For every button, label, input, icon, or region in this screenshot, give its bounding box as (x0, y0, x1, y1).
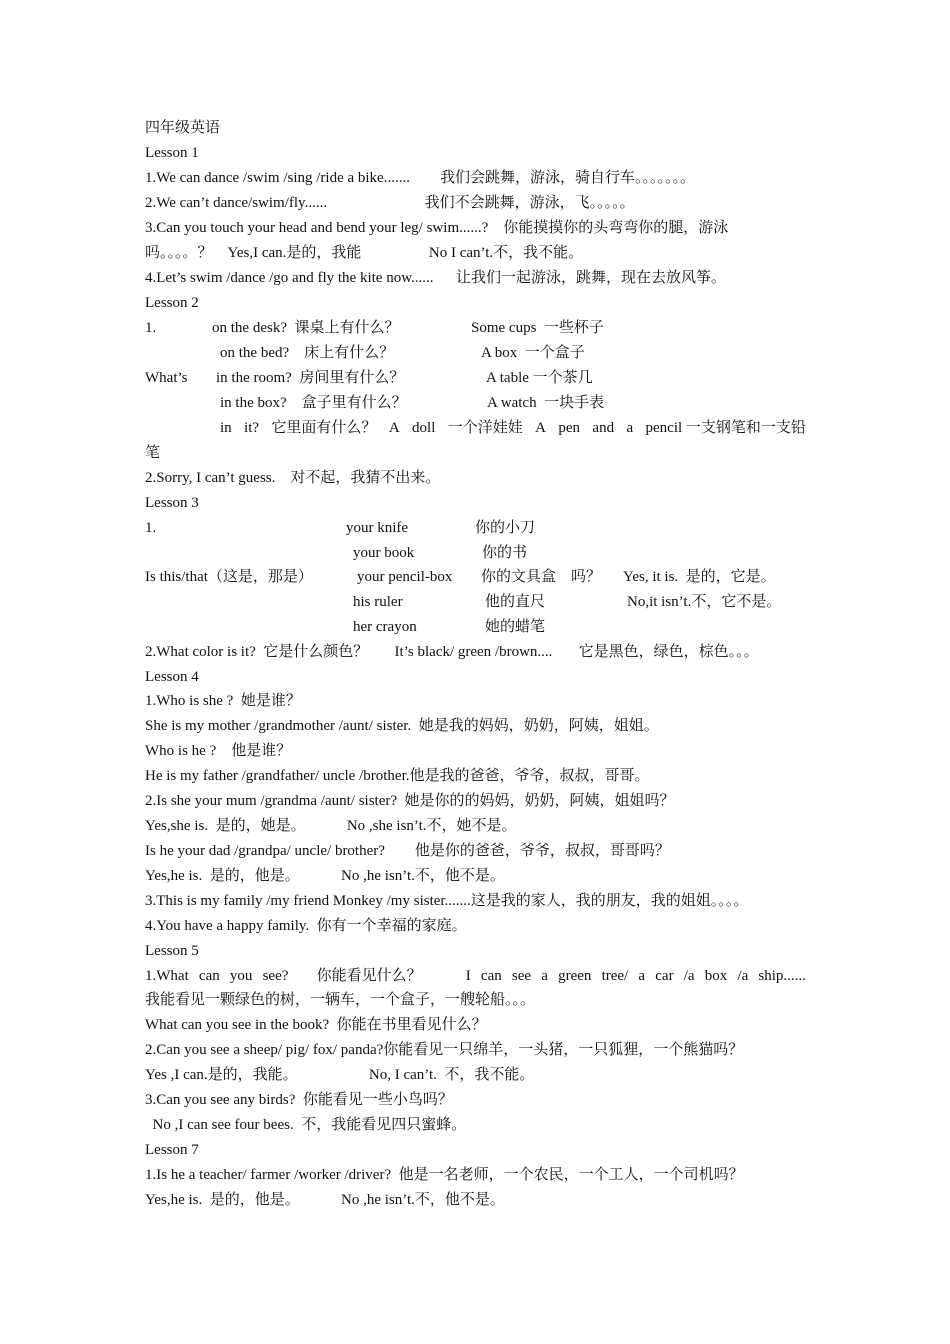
lesson-5-line-1-cont: 我能看见一颗绿色的树，一辆车，一个盒子，一艘轮船。。。 (145, 992, 536, 1008)
lesson-1-line-4: 4.Let’s swim /dance /go and fly the kite now...... 让我们一起游泳，跳舞，现在去放风筝。 (145, 270, 727, 286)
lesson-1-heading: Lesson 1 (145, 145, 199, 161)
lesson-3-item-number: 1. (145, 520, 157, 536)
lesson-3-row-4-cn: 他的直尺 (485, 594, 546, 610)
lesson-3-row-5-cn: 她的蜡笔 (485, 619, 546, 635)
lesson-1-line-3-cont: 吗。。。。？ Yes,I can.是的，我能 No I can’t.不，我不能。 (145, 245, 584, 261)
lesson-4-line-1: 1.Who is she ? 她是谁？ (145, 693, 301, 709)
lesson-2-heading: Lesson 2 (145, 295, 199, 311)
lesson-3-yes: Yes, it is. 是的，它是。 (623, 569, 776, 585)
document-title: 四年级英语 (145, 120, 221, 136)
lesson-2-answer-4: A watch 一块手表 (487, 395, 605, 411)
lesson-2-question-2: on the bed? 床上有什么？ (220, 345, 395, 361)
lesson-7-heading: Lesson 7 (145, 1142, 199, 1158)
lesson-2-question-5: in it? 它里面有什么？ A doll 一个洋娃娃 A pen and a pencil 一支钢笔和一支铅 (220, 420, 806, 436)
lesson-5-line-5: 3.Can you see any birds? 你能看见一些小鸟吗？ (145, 1092, 453, 1108)
lesson-3-row-2: your book (353, 545, 415, 561)
lesson-4-line-7: Is he your dad /grandpa/ uncle/ brother? 他是你的爸爸，爷爷，叔叔，哥哥吗？ (145, 843, 670, 859)
lesson-3-row-3-cn: 你的文具盒 吗？ (481, 569, 602, 585)
lesson-5-line-3: 2.Can you see a sheep/ pig/ fox/ panda?你能看见一只绵羊，一头猪，一只狐狸，一个熊猫吗？ (145, 1042, 744, 1058)
lesson-5-line-2: What can you see in the book? 你能在书里看见什么？ (145, 1017, 487, 1033)
lesson-4-line-2: She is my mother /grandmother /aunt/ sister. 她是我的妈妈，奶奶，阿姨，姐姐。 (145, 718, 659, 734)
lesson-2-question-4: in the box? 盒子里有什么？ (220, 395, 407, 411)
lesson-3-row-1: your knife (346, 520, 409, 536)
lesson-2-question-3: in the room? 房间里有什么？ (216, 370, 405, 386)
lesson-3-row-3: your pencil-box (357, 569, 453, 585)
lesson-1-line-1: 1.We can dance /swim /sing /ride a bike....... 我们会跳舞，游泳，骑自行车。。。。。。。 (145, 170, 695, 186)
lesson-4-line-4: He is my father /grandfather/ uncle /brother.他是我的爸爸，爷爷，叔叔，哥哥。 (145, 768, 650, 784)
lesson-3-row-1-cn: 你的小刀 (475, 520, 536, 536)
lesson-3-heading: Lesson 3 (145, 495, 199, 511)
lesson-2-question-5-cont: 笔 (145, 445, 161, 461)
lesson-2-line-2: 2.Sorry, I can’t guess. 对不起，我猜不出来。 (145, 470, 441, 486)
lesson-4-heading: Lesson 4 (145, 669, 199, 685)
lesson-7-line-2: Yes,he is. 是的，他是。 No ,he isn’t.不，他不是。 (145, 1192, 505, 1208)
lesson-1-line-3: 3.Can you touch your head and bend your leg/ swim......? 你能摸摸你的头弯弯你的腿，游泳 (145, 220, 729, 236)
lesson-5-line-4: Yes ,I can.是的，我能。 No, I can’t. 不，我不能。 (145, 1067, 535, 1083)
lesson-2-question-1: on the desk? 课桌上有什么？ (212, 320, 400, 336)
lesson-3-no: No,it isn’t.不，它不是。 (627, 594, 782, 610)
lesson-4-line-3: Who is he ? 他是谁？ (145, 743, 292, 759)
lesson-2-item-number: 1. (145, 320, 157, 336)
lesson-4-line-9: 3.This is my family /my friend Monkey /my sister.......这是我的家人，我的朋友，我的姐姐。。。。 (145, 893, 749, 909)
lesson-5-line-1: 1.What can you see? 你能看见什么？ I can see a green tree/ a car /a box /a ship...... (145, 968, 806, 984)
lesson-2-whats: What’s (145, 370, 188, 386)
lesson-2-answer-1: Some cups 一些杯子 (471, 320, 604, 336)
lesson-3-is-this: Is this/that（这是，那是） (145, 569, 313, 585)
lesson-4-line-5: 2.Is she your mum /grandma /aunt/ sister? 她是你的的妈妈，奶奶，阿姨，姐姐吗？ (145, 793, 675, 809)
lesson-4-line-8: Yes,he is. 是的，他是。 No ,he isn’t.不，他不是。 (145, 868, 505, 884)
lesson-5-line-6: No ,I can see four bees. 不，我能看见四只蜜蜂。 (145, 1117, 467, 1133)
lesson-4-line-6: Yes,she is. 是的，她是。 No ,she isn’t.不，她不是。 (145, 818, 517, 834)
lesson-2-answer-2: A box 一个盒子 (481, 345, 585, 361)
lesson-3-row-4: his ruler (353, 594, 403, 610)
lesson-2-answer-3: A table 一个茶几 (486, 370, 593, 386)
lesson-1-line-2: 2.We can’t dance/swim/fly...... 我们不会跳舞，游泳，飞。。。。。 (145, 195, 635, 211)
lesson-5-heading: Lesson 5 (145, 943, 199, 959)
lesson-4-line-10: 4.You have a happy family. 你有一个幸福的家庭。 (145, 918, 467, 934)
lesson-7-line-1: 1.Is he a teacher/ farmer /worker /driver? 他是一名老师，一个农民，一个工人，一个司机吗？ (145, 1167, 744, 1183)
lesson-3-row-2-cn: 你的书 (482, 545, 528, 561)
lesson-3-row-5: her crayon (353, 619, 417, 635)
lesson-3-line-2: 2.What color is it? 它是什么颜色？ It’s black/ green /brown.... 它是黑色，绿色，棕色。。。 (145, 644, 759, 660)
